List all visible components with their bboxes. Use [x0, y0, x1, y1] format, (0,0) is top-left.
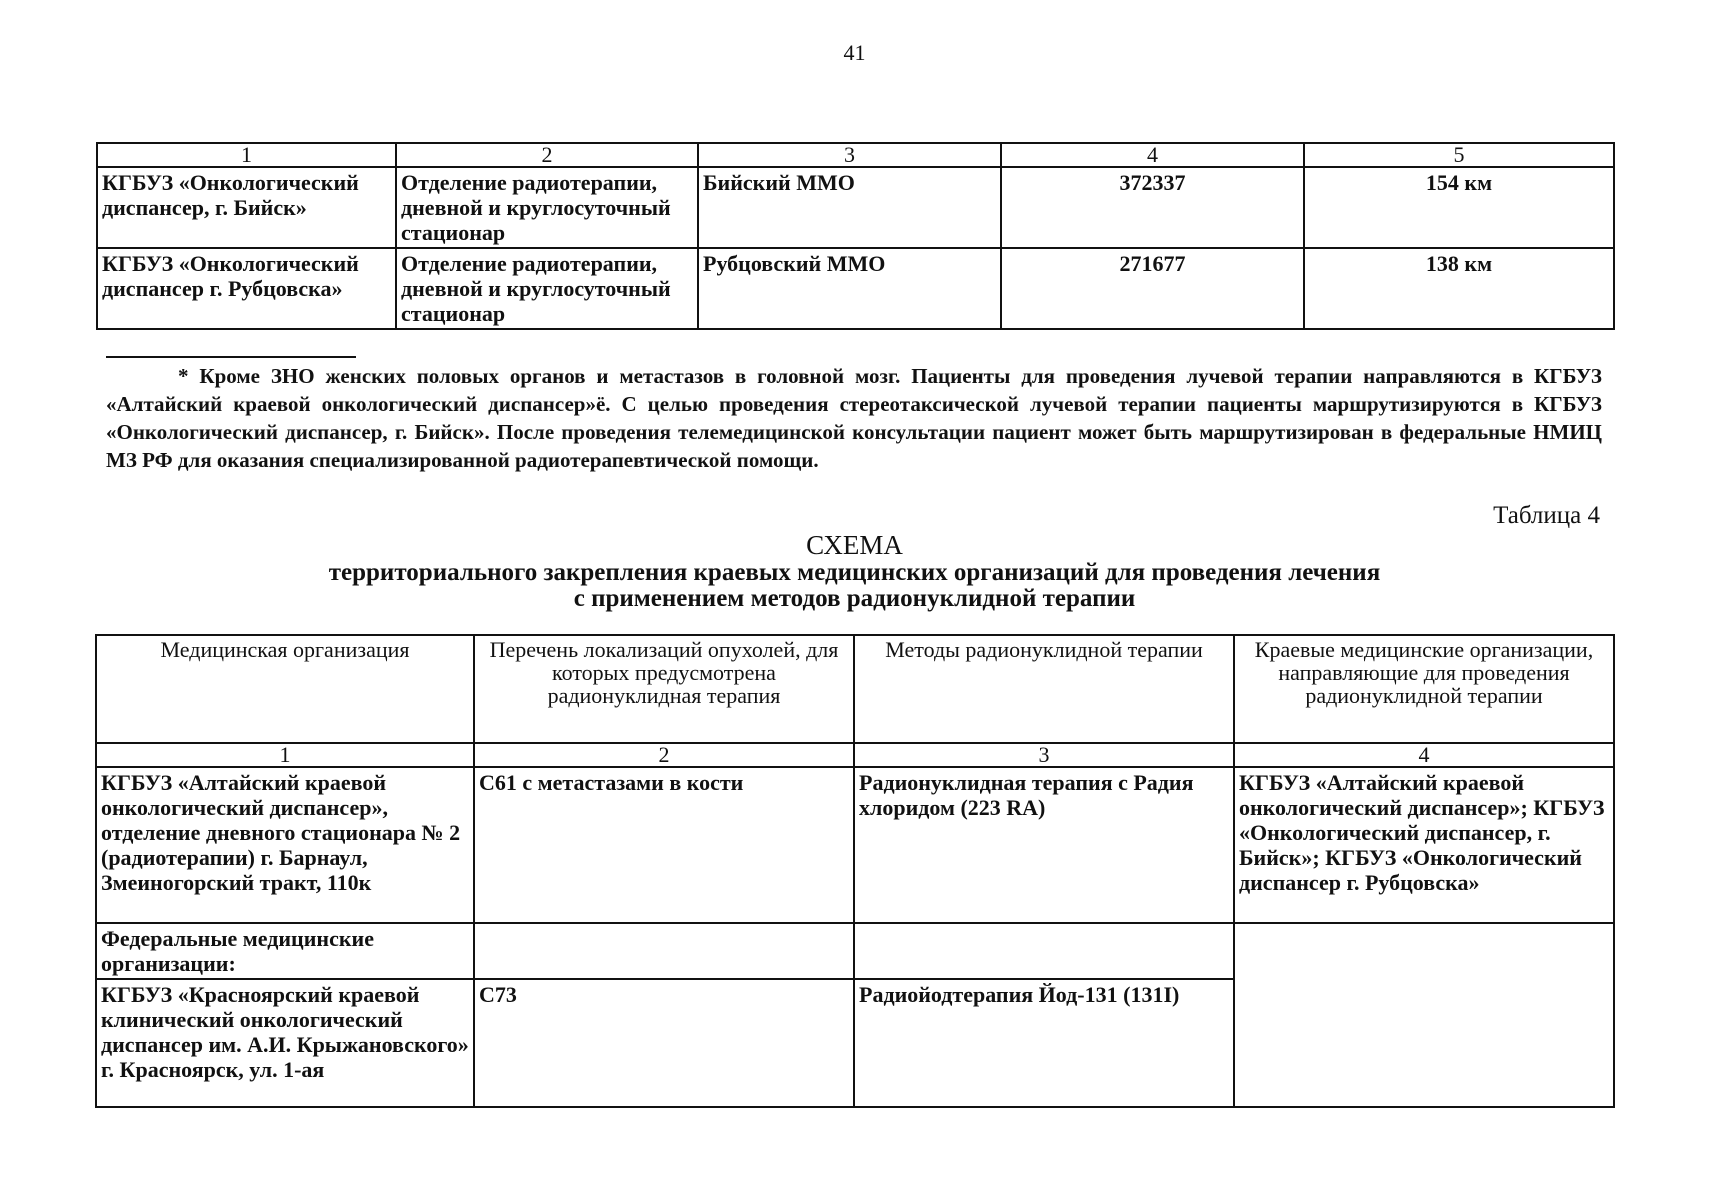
- method-cell: Радиойодтерапия Йод-131 (131I): [854, 979, 1234, 1107]
- distance-cell: 138 км: [1304, 248, 1614, 329]
- table-row: [97, 167, 1614, 248]
- organization-cell: КГБУЗ «Красноярский краевой клинический онкологический диспансер им. А.И. Крыжановского» г. Красноярск, ул. 1-ая: [96, 979, 474, 1107]
- mmo-cell: Рубцовский ММО: [698, 248, 1001, 329]
- footnote-divider: [106, 356, 356, 358]
- population-cell: 372337: [1001, 167, 1304, 248]
- column-header: Медицинская организация: [96, 635, 474, 743]
- column-number: 1: [97, 143, 396, 167]
- column-number-row: [97, 143, 1614, 167]
- empty-cell: [1234, 923, 1614, 1107]
- column-number: 2: [474, 743, 854, 767]
- department-cell: Отделение радиотерапии, дневной и круглосуточный стационар: [396, 248, 698, 329]
- heading-subtitle-line1: территориального закрепления краевых медицинских организаций для проведения лечения: [328, 559, 1381, 586]
- heading-title: СХЕМА: [806, 530, 903, 560]
- column-number: 5: [1304, 143, 1614, 167]
- column-number: 3: [698, 143, 1001, 167]
- column-header: Методы радионуклидной терапии: [854, 635, 1234, 743]
- table-row: [96, 923, 1614, 979]
- column-header: Перечень локализаций опухолей, для которых предусмотрена радионуклидная терапия: [474, 635, 854, 743]
- organization-cell: КГБУЗ «Онкологический диспансер г. Рубцовска»: [97, 248, 396, 329]
- column-number: 4: [1001, 143, 1304, 167]
- mmo-cell: Бийский ММО: [698, 167, 1001, 248]
- table-label: Таблица 4: [1493, 502, 1600, 529]
- localization-cell: C61 с метастазами в кости: [474, 767, 854, 923]
- column-header: Краевые медицинские организации, направляющие для проведения радионуклидной терапии: [1234, 635, 1614, 743]
- radiotherapy-departments-table: [96, 142, 1615, 330]
- empty-cell: [854, 923, 1234, 979]
- column-number: 2: [396, 143, 698, 167]
- column-number: 4: [1234, 743, 1614, 767]
- method-cell: Радионуклидная терапия с Радия хлоридом (223 RA): [854, 767, 1234, 923]
- organization-cell: КГБУЗ «Онкологический диспансер, г. Бийск»: [97, 167, 396, 248]
- page-number: 41: [843, 40, 866, 65]
- empty-cell: [474, 923, 854, 979]
- column-number: 1: [96, 743, 474, 767]
- localization-cell: C73: [474, 979, 854, 1107]
- distance-cell: 154 км: [1304, 167, 1614, 248]
- footnote: * Кроме ЗНО женских половых органов и метастазов в головной мозг. Пациенты для проведения лучевой терапии направляются в КГБУЗ «Алтайский краевой онкологический диспансер»ё. С целью проведения стереотаксической лучевой терапии пациенты маршрутизируются в КГБУЗ «Онкологический диспансер, г. Бийск». После проведения телемедицинской консультации пациент может быть маршрутизирован в федеральные НМИЦ МЗ РФ для оказания специализированной радиотерапевтической помощи.: [106, 364, 1602, 472]
- organization-cell: Федеральные медицинские организации:: [96, 923, 474, 979]
- column-number: 3: [854, 743, 1234, 767]
- referring-cell: КГБУЗ «Алтайский краевой онкологический диспансер»; КГБУЗ «Онкологический диспансер, г. Бийск»; КГБУЗ «Онкологический диспансер г. Рубцовска»: [1234, 767, 1614, 923]
- table-row: [96, 767, 1614, 923]
- population-cell: 271677: [1001, 248, 1304, 329]
- header-row: [96, 635, 1614, 743]
- organization-cell: КГБУЗ «Алтайский краевой онкологический диспансер», отделение дневного стационара № 2 (радиотерапии) г. Барнаул, Змеиногорский тракт, 110к: [96, 767, 474, 923]
- heading-subtitle-line2: с применением методов радионуклидной терапии: [573, 585, 1136, 612]
- department-cell: Отделение радиотерапии, дневной и круглосуточный стационар: [396, 167, 698, 248]
- column-number-row: [96, 743, 1614, 767]
- section-heading: [0, 530, 1709, 612]
- radionuclide-therapy-table: [95, 634, 1615, 1108]
- table-row: [97, 248, 1614, 329]
